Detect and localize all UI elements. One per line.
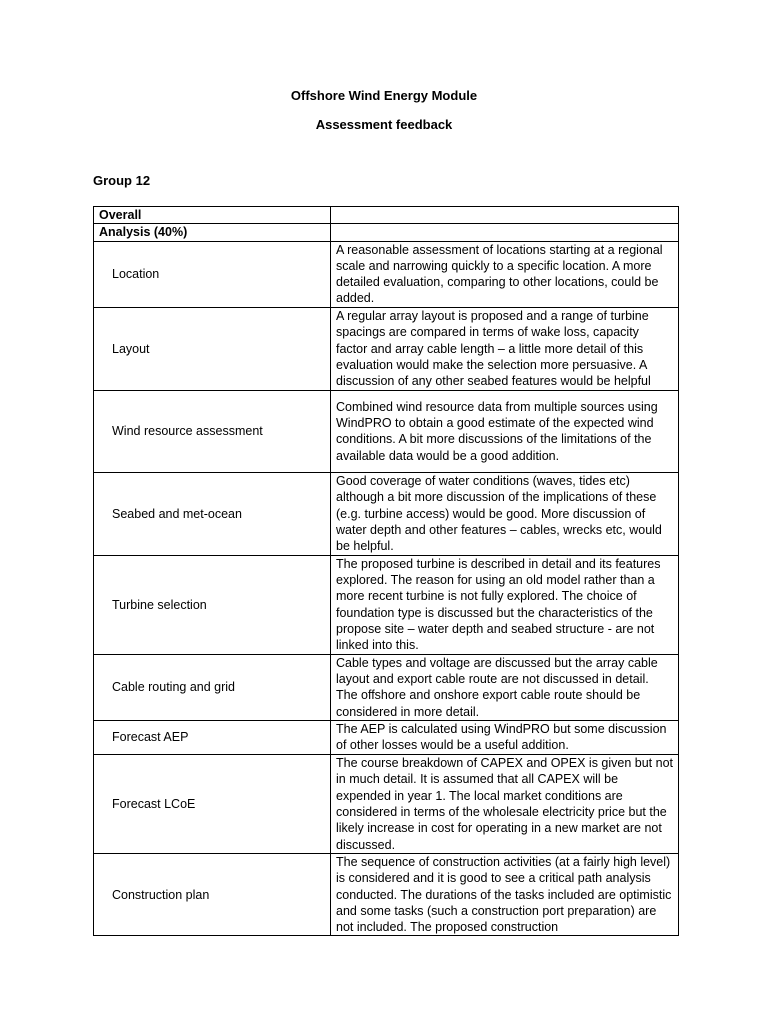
criterion-feedback: A regular array layout is proposed and a range of turbine spacings are compared in terms of wake loss, capacity factor and array cable length – a little more detail of this evaluation would make the selection more persuasive. A discussion of any other seabed features would be helpful: [331, 307, 679, 390]
overall-row: [94, 207, 679, 224]
criterion-feedback: A reasonable assessment of locations starting at a regional scale and narrowing quickly to a specific location. A more detailed evaluation, comparing to other locations, could be added.: [331, 241, 679, 307]
document-title: Offshore Wind Energy Module: [290, 88, 478, 103]
table-row-cable: [94, 654, 679, 720]
criterion-label: Layout: [94, 307, 331, 390]
criterion-feedback: The AEP is calculated using WindPRO but some discussion of other losses would be a useful addition.: [331, 720, 679, 754]
table-row-turbine: [94, 555, 679, 654]
criterion-label: Location: [94, 241, 331, 307]
criterion-feedback: Good coverage of water conditions (waves, tides etc) although a bit more discussion of the implications of these (e.g. turbine access) would be good. More discussion of water depth and other features – cables, wrecks etc, would be helpful.: [331, 472, 679, 555]
criterion-label: Cable routing and grid: [94, 654, 331, 720]
criterion-label: Forecast LCoE: [94, 754, 331, 853]
table-row-aep: [94, 720, 679, 754]
table-row-lcoe: [94, 754, 679, 853]
criterion-label: Construction plan: [94, 853, 331, 935]
table-row-construction: [94, 853, 679, 935]
criterion-feedback: The sequence of construction activities (at a fairly high level) is considered and it is good to see a critical path analysis conducted. The durations of the tasks included are optimistic and some tasks (such a construction port preparation) are not included. The proposed construction: [331, 853, 679, 935]
table-row-location: [94, 241, 679, 307]
analysis-row: [94, 224, 679, 241]
criterion-label: Seabed and met-ocean: [94, 472, 331, 555]
overall-label: Overall: [94, 207, 331, 224]
overall-value: [331, 207, 679, 224]
criterion-feedback: Cable types and voltage are discussed but the array cable layout and export cable route are not discussed in detail. The offshore and onshore export cable route should be considered in more detail.: [331, 654, 679, 720]
analysis-value: [331, 224, 679, 241]
criterion-label: Turbine selection: [94, 555, 331, 654]
table-row-wind-resource: [94, 390, 679, 472]
document-subtitle: Assessment feedback: [315, 117, 453, 132]
table-row-seabed: [94, 472, 679, 555]
criterion-label: Wind resource assessment: [94, 390, 331, 472]
analysis-label: Analysis (40%): [94, 224, 331, 241]
group-label: Group 12: [93, 173, 151, 188]
criterion-feedback: Combined wind resource data from multiple sources using WindPRO to obtain a good estimate of the expected wind conditions. A bit more discussions of the limitations of the available data would be a good addition.: [331, 390, 679, 472]
criterion-feedback: The course breakdown of CAPEX and OPEX is given but not in much detail. It is assumed that all CAPEX will be expended in year 1. The local market conditions are considered in terms of the wholesale electricity price but the likely increase in cost for operating in a new market are not discussed.: [331, 754, 679, 853]
table-row-layout: [94, 307, 679, 390]
criterion-label: Forecast AEP: [94, 720, 331, 754]
feedback-table: [93, 206, 679, 936]
criterion-feedback: The proposed turbine is described in detail and its features explored. The reason for using an old model rather than a more recent turbine is not fully explored. The choice of foundation type is discussed but the characteristics of the propose site – water depth and seabed structure - are not linked into this.: [331, 555, 679, 654]
